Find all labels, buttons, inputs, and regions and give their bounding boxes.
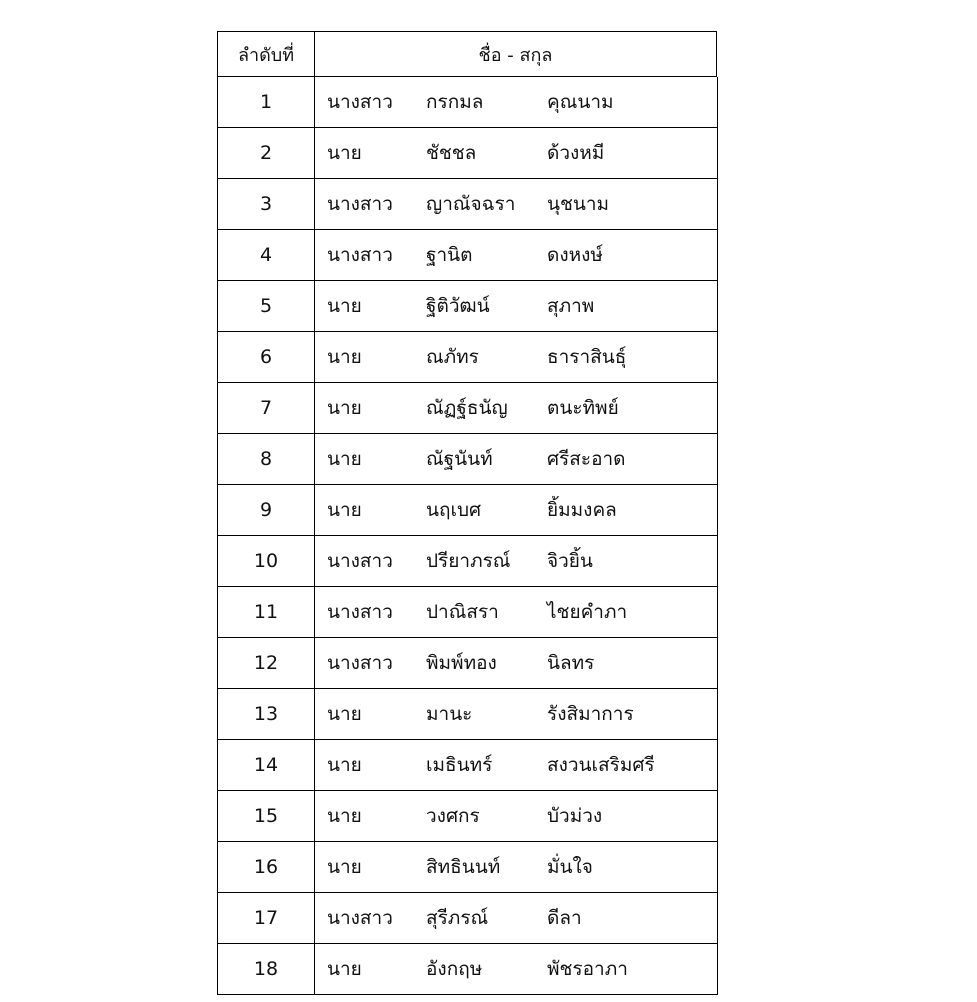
- row-number: 16: [218, 842, 315, 892]
- first-name: เมธินทร์: [426, 754, 493, 776]
- table-row: [218, 791, 717, 842]
- name-title: นาย: [327, 856, 362, 878]
- row-full-name: [315, 332, 717, 382]
- name-title: นาย: [327, 295, 362, 317]
- row-full-name: [315, 77, 717, 127]
- last-name: ด้วงหมี: [547, 142, 605, 164]
- row-number: 18: [218, 944, 315, 994]
- table-row: [218, 638, 717, 689]
- name-title: นางสาว: [327, 91, 393, 113]
- first-name: ปาณิสรา: [426, 601, 499, 623]
- row-number: 12: [218, 638, 315, 688]
- row-full-name: [315, 893, 717, 943]
- row-full-name: [315, 791, 717, 841]
- last-name: สงวนเสริมศรี: [547, 754, 655, 776]
- last-name: นิลทร: [547, 652, 595, 674]
- first-name: ฐานิต: [426, 244, 473, 266]
- last-name: พัชรอาภา: [547, 958, 628, 980]
- row-full-name: [315, 230, 717, 280]
- row-number: 4: [218, 230, 315, 280]
- last-name: มั่นใจ: [547, 856, 593, 878]
- table-row: [218, 536, 717, 587]
- first-name: ญาณัจฉรา: [426, 193, 516, 215]
- row-number: 10: [218, 536, 315, 586]
- last-name: คุณนาม: [547, 91, 614, 113]
- name-title: นางสาว: [327, 550, 393, 572]
- first-name: นฤเบศ: [426, 499, 482, 521]
- table-header: [217, 31, 717, 77]
- row-number: 8: [218, 434, 315, 484]
- last-name: นุชนาม: [547, 193, 610, 215]
- table-row: [218, 383, 717, 434]
- header-full-name: ชื่อ - สกุล: [478, 44, 553, 66]
- table-row: [218, 893, 717, 944]
- name-title: นาย: [327, 448, 362, 470]
- name-title: นางสาว: [327, 907, 393, 929]
- row-full-name: [315, 638, 717, 688]
- table-row: [218, 77, 717, 128]
- first-name: ณัฐนันท์: [426, 448, 493, 470]
- table-row: [218, 689, 717, 740]
- row-full-name: [315, 281, 717, 331]
- name-title: นางสาว: [327, 244, 393, 266]
- table-row: [218, 944, 717, 995]
- name-title: นาย: [327, 397, 362, 419]
- row-number: 11: [218, 587, 315, 637]
- row-full-name: [315, 842, 717, 892]
- row-full-name: [315, 536, 717, 586]
- row-full-name: [315, 179, 717, 229]
- table-row: [218, 485, 717, 536]
- last-name: จิวยิ้น: [547, 550, 593, 572]
- row-number: 17: [218, 893, 315, 943]
- row-full-name: [315, 383, 717, 433]
- table-row: [218, 740, 717, 791]
- table-row: [218, 434, 717, 485]
- table-row: [218, 281, 717, 332]
- row-number: 14: [218, 740, 315, 790]
- row-number: 6: [218, 332, 315, 382]
- first-name: ณัฏฐ์ธนัญ: [426, 397, 508, 419]
- table-body: [217, 77, 718, 995]
- row-full-name: [315, 128, 717, 178]
- last-name: รังสิมาการ: [547, 703, 634, 725]
- first-name: กรกมล: [426, 91, 484, 113]
- table-row: [218, 842, 717, 893]
- first-name: สุรีภรณ์: [426, 907, 489, 929]
- row-number: 2: [218, 128, 315, 178]
- last-name: ตนะทิพย์: [547, 397, 619, 419]
- first-name: ฐิติวัฒน์: [426, 295, 490, 317]
- last-name: ยิ้มมงคล: [547, 499, 617, 521]
- header-number: ลำดับที่: [218, 32, 315, 76]
- first-name: อังกฤษ: [426, 958, 483, 980]
- first-name: ชัชชล: [426, 142, 477, 164]
- first-name: พิมพ์ทอง: [426, 652, 497, 674]
- last-name: สุภาพ: [547, 295, 595, 317]
- row-number: 1: [218, 77, 315, 127]
- name-title: นาย: [327, 754, 362, 776]
- row-full-name: [315, 485, 717, 535]
- first-name: สิทธินนท์: [426, 856, 501, 878]
- last-name: บัวม่วง: [547, 805, 603, 827]
- row-number: 5: [218, 281, 315, 331]
- row-full-name: [315, 944, 717, 994]
- name-title: นาย: [327, 958, 362, 980]
- name-title: นาย: [327, 499, 362, 521]
- last-name: ไชยคำภา: [547, 601, 628, 623]
- student-roster-table: [217, 31, 717, 995]
- row-number: 3: [218, 179, 315, 229]
- row-full-name: [315, 434, 717, 484]
- table-row: [218, 230, 717, 281]
- row-full-name: [315, 587, 717, 637]
- table-row: [218, 128, 717, 179]
- name-title: นาย: [327, 142, 362, 164]
- last-name: ศรีสะอาด: [547, 448, 626, 470]
- name-title: นางสาว: [327, 601, 393, 623]
- name-title: นาย: [327, 703, 362, 725]
- table-row: [218, 332, 717, 383]
- row-full-name: [315, 689, 717, 739]
- first-name: ณภัทร: [426, 346, 479, 368]
- first-name: มานะ: [426, 703, 473, 725]
- name-title: นาย: [327, 805, 362, 827]
- last-name: ดงหงษ์: [547, 244, 603, 266]
- table-row: [218, 179, 717, 230]
- last-name: ดีลา: [547, 907, 582, 929]
- row-number: 15: [218, 791, 315, 841]
- first-name: วงศกร: [426, 805, 480, 827]
- last-name: ธาราสินธุ์: [547, 346, 627, 368]
- table-row: [218, 587, 717, 638]
- row-number: 7: [218, 383, 315, 433]
- name-title: นาย: [327, 346, 362, 368]
- row-full-name: [315, 740, 717, 790]
- row-number: 9: [218, 485, 315, 535]
- name-title: นางสาว: [327, 652, 393, 674]
- first-name: ปรียาภรณ์: [426, 550, 511, 572]
- name-title: นางสาว: [327, 193, 393, 215]
- row-number: 13: [218, 689, 315, 739]
